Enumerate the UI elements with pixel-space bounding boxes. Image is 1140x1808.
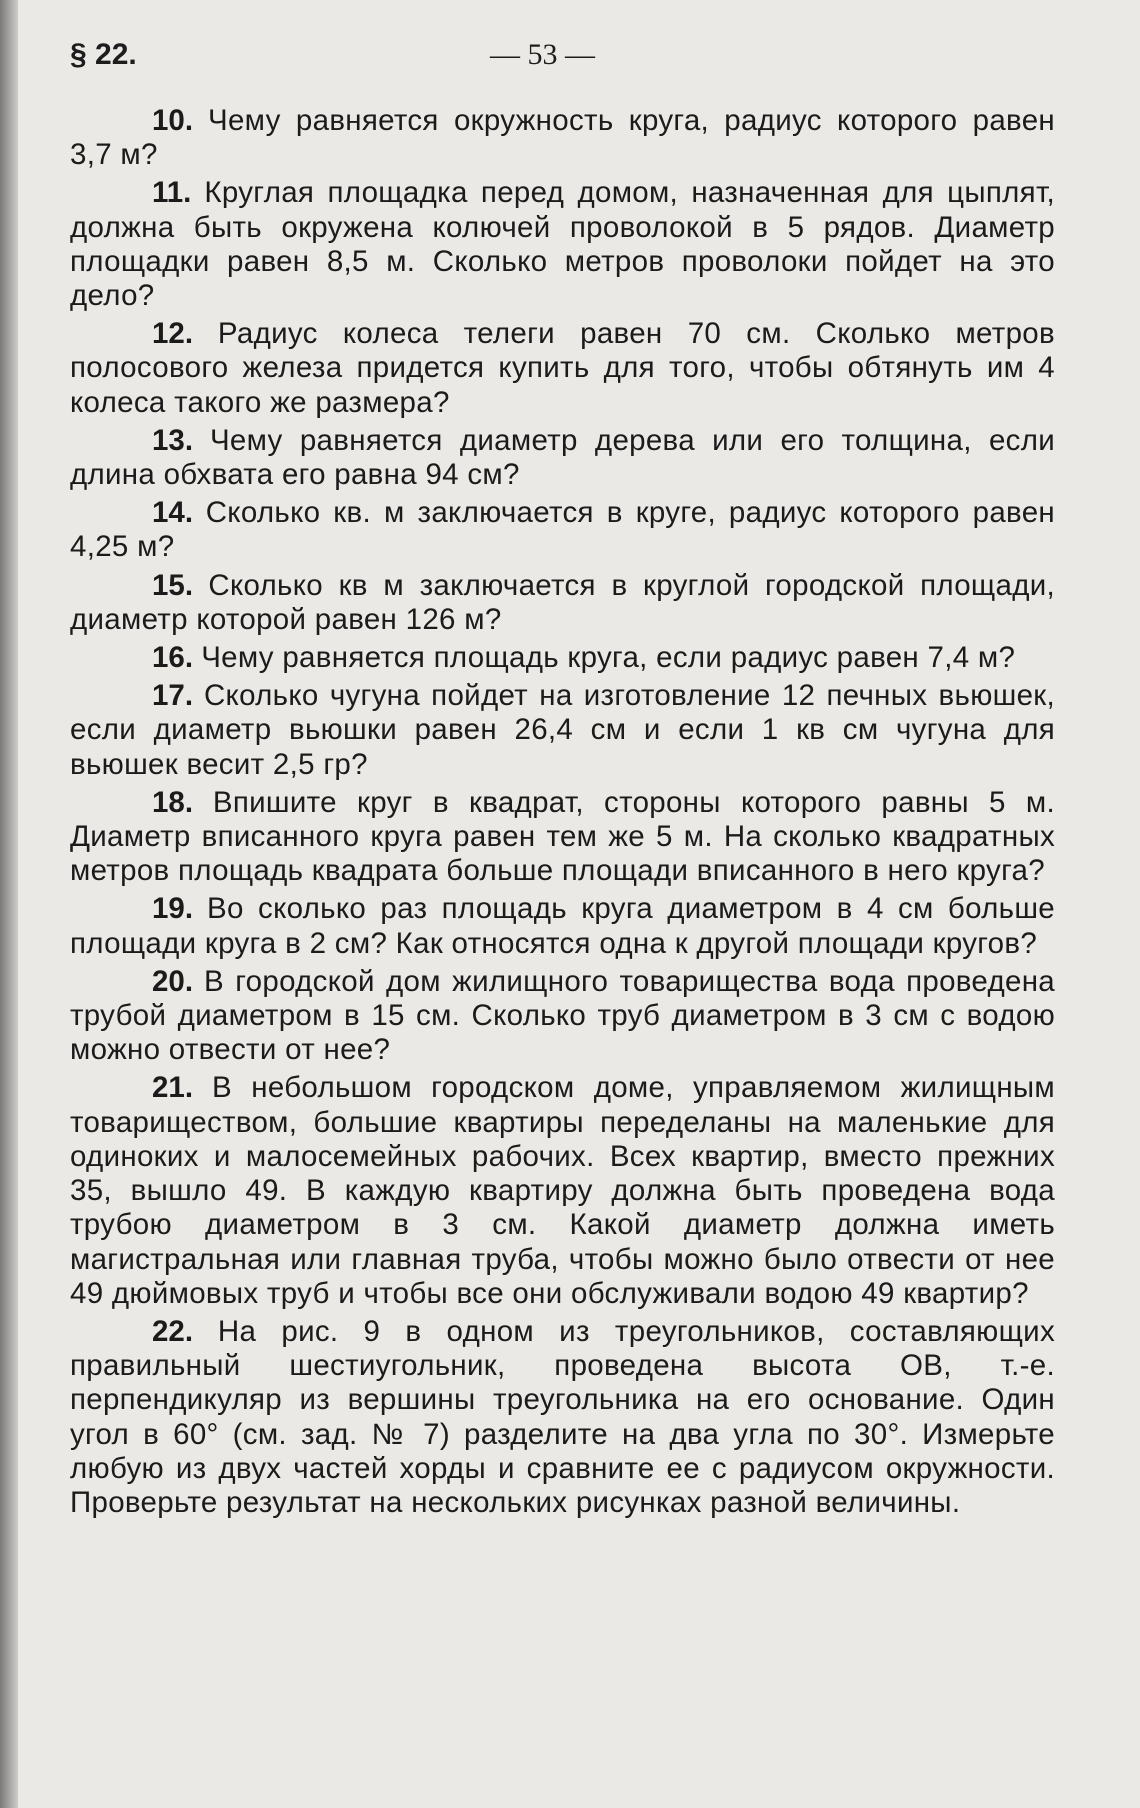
problem-text: Радиус колеса телеги равен 70 см. Сколько метров полосового железа придется купить для того, чтобы обтянуть им 4 колеса такого же размера? bbox=[70, 317, 1055, 419]
problem-21 bbox=[70, 1071, 1055, 1310]
problem-number: 17. bbox=[152, 679, 194, 713]
problem-number: 20. bbox=[152, 964, 194, 998]
problem-number: 19. bbox=[152, 892, 194, 926]
problem-14 bbox=[70, 496, 1055, 564]
problem-number: 16. bbox=[152, 641, 194, 675]
problem-number: 21. bbox=[152, 1071, 194, 1105]
problem-10 bbox=[70, 104, 1055, 172]
problem-number: 22. bbox=[152, 1314, 194, 1348]
problem-15 bbox=[70, 569, 1055, 637]
problem-12 bbox=[70, 317, 1055, 420]
problem-number: 15. bbox=[152, 568, 194, 602]
page-number: — 53 — bbox=[490, 38, 595, 71]
page-binding-edge bbox=[0, 0, 18, 1808]
problem-number: 13. bbox=[152, 423, 194, 457]
problem-number: 18. bbox=[152, 785, 194, 819]
problem-17 bbox=[70, 679, 1055, 782]
problem-16 bbox=[70, 641, 1055, 675]
problem-text: Чему равняется диаметр дерева или его толщина, если длина обхвата его равна 94 см? bbox=[70, 423, 1056, 492]
problem-text: Сколько чугуна пойдет на изготовление 12 печных вьюшек, если диаметр вьюшки равен 26,4 см и если 1 кв см чугуна для вьюшек весит 2,5 гр? bbox=[70, 679, 1055, 781]
problem-text: В небольшом городском доме, управляемом жилищным товариществом, большие квартиры переделаны на маленькие для одиноких и малосемейных рабочих. Всех квартир, вместо прежних 35, вышло 49. В каждую квартиру должна быть проведена вода трубою диаметром в 3 см. Какой диаметр должна иметь магистральная или главная труба, чтобы можно было отвести от нее 49 дюймовых труб и чтобы все они обслуживали водою 49 квартир? bbox=[70, 1071, 1056, 1310]
problem-20 bbox=[70, 965, 1055, 1068]
problem-19 bbox=[70, 892, 1055, 960]
problem-number: 14. bbox=[152, 496, 194, 530]
problem-number: 11. bbox=[152, 176, 192, 210]
problem-text: Чему равняется окружность круга, радиус которого равен 3,7 м? bbox=[70, 104, 1055, 172]
problems-list bbox=[70, 104, 1055, 1524]
problem-text: На рис. 9 в одном из треугольников, составляющих правильный шестиугольник, проведена высота OB, т.-е. перпендикуляр из вершины треугольника на его основание. Один угол в 60° (см. зад. № 7) разделите на два угла по 30°. Измерьте любую из двух частей хорды и сравните ее с радиусом окружности. Проверьте результат на нескольких рисунках разной величины. bbox=[70, 1314, 1055, 1519]
problem-text: В городской дом жилищного товарищества вода проведена трубой диаметром в 15 см. Сколько труб диаметром в 3 см с водою можно отвести от нее? bbox=[70, 964, 1055, 1067]
problem-11 bbox=[70, 176, 1055, 313]
problem-text: Во сколько раз площадь круга диаметром в 4 см больше площади круга в 2 см? Как относятся одна к другой площади кругов? bbox=[70, 892, 1055, 960]
problem-text: Сколько кв. м заключается в круге, радиус которого равен 4,25 м? bbox=[70, 496, 1055, 564]
problem-number: 12. bbox=[152, 317, 194, 351]
problem-number: 10. bbox=[152, 104, 194, 137]
problem-22 bbox=[70, 1315, 1055, 1520]
page-header bbox=[70, 38, 1060, 78]
problem-text: Впишите круг в квадрат, стороны которого равны 5 м. Диаметр вписанного круга равен тем же 5 м. На сколько квадратных метров площадь квадрата больше площади вписанного в него круга? bbox=[70, 785, 1056, 888]
problem-13 bbox=[70, 424, 1055, 492]
problem-text: Сколько кв м заключается в круглой городской площади, диаметр которой равен 126 м? bbox=[70, 568, 1055, 636]
problem-18 bbox=[70, 786, 1055, 889]
problem-text: Круглая площадка перед домом, назначенная для цыплят, должна быть окружена колючей проволокой в 5 рядов. Диаметр площадки равен 8,5 м. Сколько метров проволоки пойдет на это дело? bbox=[70, 176, 1055, 313]
problem-text: Чему равняется площадь круга, если радиус равен 7,4 м? bbox=[201, 641, 1016, 675]
section-mark: § 22. bbox=[70, 38, 137, 71]
